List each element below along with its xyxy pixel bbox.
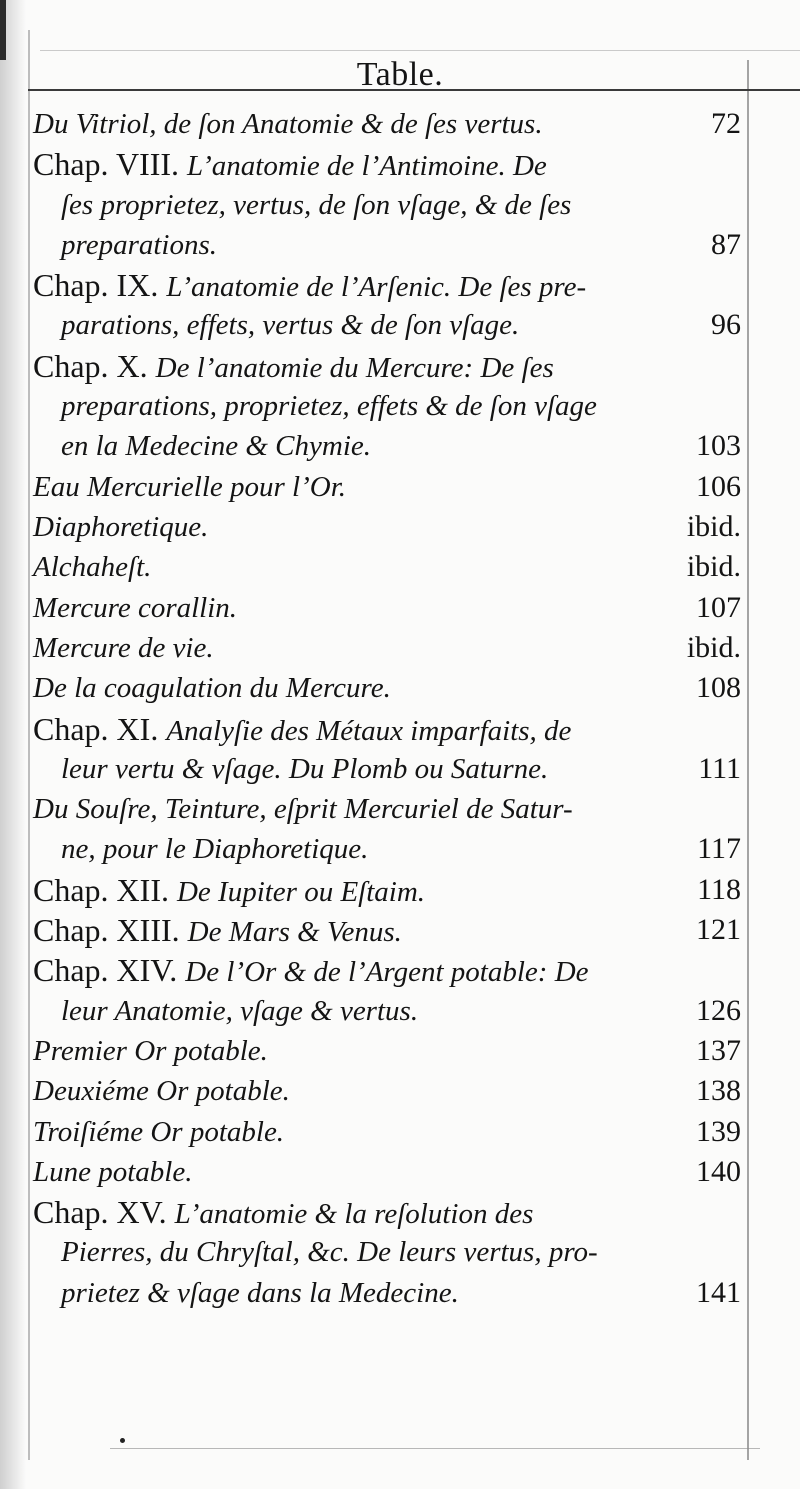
toc-entry-line bbox=[33, 628, 214, 668]
entry-title: L’anatomie de l’Antimoine. De bbox=[187, 150, 547, 183]
page-number: 118 bbox=[697, 872, 741, 906]
chapter-number: Chap. IX. bbox=[33, 267, 167, 304]
entry-title: De la coagulation du Mercure. bbox=[33, 672, 391, 705]
toc-entry bbox=[33, 1192, 741, 1313]
toc-entry-line bbox=[33, 1031, 268, 1071]
toc-entry-line bbox=[33, 789, 573, 829]
toc-entry-line bbox=[33, 346, 554, 388]
toc-entry bbox=[33, 1031, 741, 1071]
entry-title: De l’anatomie du Mercure: De ſes bbox=[155, 351, 554, 384]
entry-title: Du Souſre, Teinture, eſprit Mercuriel de Satur- bbox=[33, 793, 573, 826]
toc-entry bbox=[33, 346, 741, 467]
entry-title: Deuxiéme Or potable. bbox=[33, 1075, 290, 1108]
toc-entry bbox=[33, 588, 741, 628]
toc-entry bbox=[33, 950, 741, 1031]
entry-title: Mercure corallin. bbox=[33, 591, 238, 624]
toc-entry bbox=[33, 668, 741, 708]
ink-dot bbox=[120, 1438, 125, 1443]
chapter-number: Chap. VIII. bbox=[33, 146, 188, 183]
toc-entry-line bbox=[61, 1232, 598, 1272]
entry-title: L’anatomie de l’Arſenic. De ſes pre- bbox=[166, 271, 587, 304]
entry-title: Alchaheſt. bbox=[33, 551, 152, 584]
toc-entry-line bbox=[61, 426, 371, 466]
page-corner-dark bbox=[0, 0, 6, 60]
page-number: 117 bbox=[697, 832, 741, 866]
toc-entry-line bbox=[33, 1152, 193, 1192]
toc-entry bbox=[33, 1152, 741, 1192]
page-number: 140 bbox=[696, 1154, 741, 1188]
toc-entry-line bbox=[33, 1071, 290, 1111]
entry-title: ne, pour le Diaphoretique. bbox=[61, 833, 369, 866]
toc-entry bbox=[33, 507, 741, 547]
toc-entry-line bbox=[61, 225, 217, 265]
toc-entry-line bbox=[61, 305, 519, 345]
entry-title: ſes proprietez, vertus, de ſon vſage, & de ſes bbox=[61, 188, 572, 221]
page-number: 126 bbox=[696, 993, 741, 1027]
toc-entry-line bbox=[33, 910, 402, 952]
page-number: 103 bbox=[696, 429, 741, 463]
left-margin-line bbox=[28, 30, 30, 1460]
toc-entry-line bbox=[61, 991, 418, 1031]
entry-title: Pierres, du Chryſtal, &c. De leurs vertus, pro- bbox=[61, 1236, 598, 1269]
toc-entry-line bbox=[61, 749, 548, 789]
toc-entry bbox=[33, 789, 741, 870]
page-title: Table. bbox=[356, 56, 444, 93]
toc-entry-line bbox=[33, 709, 571, 751]
chapter-number: Chap. XI. bbox=[33, 710, 167, 747]
toc-entry bbox=[33, 467, 741, 507]
entry-title: prietez & vſage dans la Medecine. bbox=[61, 1276, 459, 1309]
entry-title: Troiſiéme Or potable. bbox=[33, 1115, 285, 1148]
page-number: ibid. bbox=[686, 510, 741, 543]
page-number: 106 bbox=[696, 469, 741, 503]
entry-title: parations, effets, vertus & de ſon vſage. bbox=[61, 309, 520, 342]
top-faint-rule bbox=[40, 50, 800, 51]
page-number: ibid. bbox=[686, 630, 741, 664]
page-edge-shadow bbox=[0, 0, 26, 1489]
toc-entry-line bbox=[61, 185, 571, 225]
chapter-number: Chap. XII. bbox=[33, 871, 177, 908]
toc-entry-line bbox=[33, 467, 346, 507]
toc-entry bbox=[33, 709, 741, 790]
entry-title: L’anatomie & la reſolution des bbox=[174, 1198, 534, 1231]
right-margin-line bbox=[747, 60, 749, 1460]
toc-entry-line bbox=[33, 950, 589, 992]
toc-entry-line bbox=[33, 1192, 533, 1234]
entry-title: leur Anatomie, vſage & vertus. bbox=[61, 994, 419, 1027]
entry-title: De Mars & Venus. bbox=[187, 916, 402, 948]
entry-title: Diaphoretique. bbox=[33, 511, 209, 543]
toc-entry-line bbox=[33, 144, 547, 186]
toc-entry-line bbox=[33, 1112, 284, 1152]
page-number: 139 bbox=[696, 1114, 741, 1148]
chapter-number: Chap. XIV. bbox=[33, 952, 186, 989]
page-number: ibid. bbox=[686, 550, 741, 584]
toc-entry bbox=[33, 265, 741, 346]
toc-entry bbox=[33, 144, 741, 265]
toc-entry-line bbox=[33, 588, 237, 628]
toc-entry bbox=[33, 547, 741, 587]
toc-entry bbox=[33, 1071, 741, 1111]
toc-entry bbox=[33, 104, 741, 144]
chapter-number: Chap. XIII. bbox=[33, 912, 188, 948]
entry-title: Mercure de vie. bbox=[33, 631, 214, 664]
entry-title: preparations. bbox=[61, 228, 218, 261]
entry-title: De l’Or & de l’Argent potable: De bbox=[185, 956, 589, 989]
page-number: 96 bbox=[711, 308, 741, 342]
toc-entry-line bbox=[61, 829, 368, 869]
page-number: 87 bbox=[711, 227, 741, 261]
toc-entry-line bbox=[61, 1273, 459, 1313]
chapter-number: Chap. X. bbox=[33, 347, 156, 384]
page-number: 121 bbox=[696, 913, 741, 946]
page-number: 111 bbox=[698, 751, 741, 785]
page-number: 72 bbox=[711, 107, 741, 140]
toc-entry-line bbox=[33, 547, 151, 587]
page-number: 138 bbox=[696, 1074, 741, 1108]
toc-entry bbox=[33, 628, 741, 668]
toc-entry bbox=[33, 870, 741, 910]
page-number: 137 bbox=[696, 1033, 741, 1067]
toc-entry bbox=[33, 1112, 741, 1152]
page-number: 141 bbox=[696, 1275, 741, 1309]
toc-entry-line bbox=[33, 668, 391, 708]
toc-entry-line bbox=[33, 265, 586, 307]
entry-title: Lune potable. bbox=[33, 1155, 193, 1188]
entry-title: Du Vitriol, de ſon Anatomie & de ſes vertus. bbox=[33, 108, 543, 140]
page-number: 108 bbox=[696, 671, 741, 705]
entry-title: Premier Or potable. bbox=[33, 1034, 268, 1067]
entry-title: De Iupiter ou Eſtaim. bbox=[176, 875, 426, 908]
entry-title: en la Medecine & Chymie. bbox=[61, 430, 372, 463]
bottom-faint-rule bbox=[110, 1448, 760, 1449]
entry-title: preparations, proprietez, effets & de ſon vſage bbox=[61, 390, 597, 423]
toc-entry-line bbox=[61, 386, 597, 426]
page-number: 107 bbox=[696, 590, 741, 624]
entry-title: Analyſie des Métaux imparfaits, de bbox=[166, 714, 572, 747]
entry-title: Eau Mercurielle pour l’Or. bbox=[33, 470, 347, 503]
entry-title: leur vertu & vſage. Du Plomb ou Saturne. bbox=[61, 752, 549, 785]
toc-entry-line bbox=[33, 104, 543, 144]
toc-entry-line bbox=[33, 870, 425, 912]
toc-entry bbox=[33, 910, 741, 950]
toc-entry-line bbox=[33, 507, 208, 547]
chapter-number: Chap. XV. bbox=[33, 1194, 175, 1231]
